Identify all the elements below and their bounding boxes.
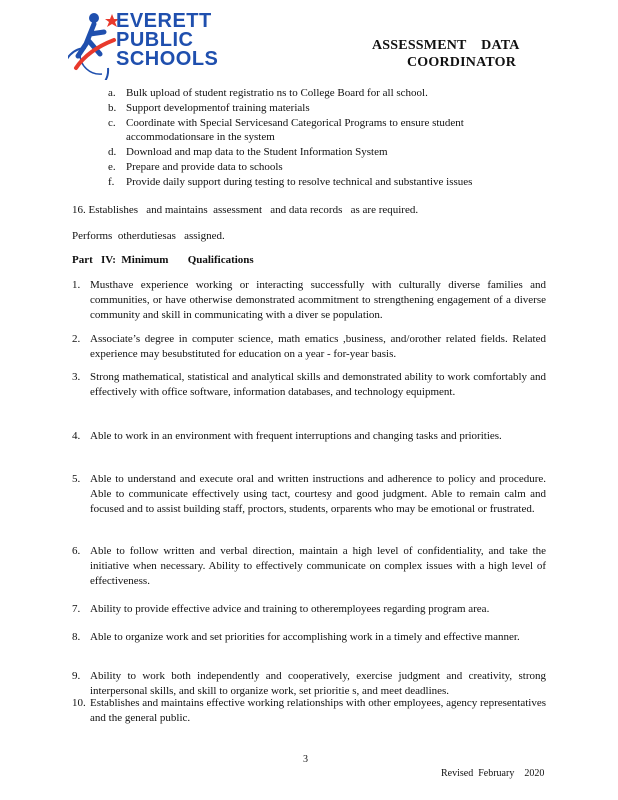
sub-item-text: Provide daily support during testing to resolve technical and substantive issues [126, 176, 473, 188]
revision-date: Revised February 2020 [441, 768, 545, 779]
item-number: 9. [72, 670, 81, 682]
sub-item-text: Support developmentof training materials [126, 102, 310, 114]
sub-item-text: Prepare and provide data to schools [126, 161, 283, 173]
section-heading: Part IV: Minimum Qualifications [72, 254, 254, 266]
other-duties-statement: Performs otherdutiesas assigned. [72, 230, 225, 242]
sub-item-text: Coordinate with Special Servicesand Categorical Programs to ensure student accommodationsare in the system [126, 117, 464, 143]
logo-line-1: EVERETT [116, 10, 212, 32]
logo-emblem-icon [68, 10, 118, 80]
item-number: 2. [72, 333, 81, 345]
item-number: 7. [72, 603, 81, 615]
sub-item-text: Download and map data to the Student Information System [126, 146, 388, 158]
item-text: Able to organize work and set priorities for accomplishing work in a timely and effective manner. [90, 631, 520, 643]
logo-line-2: PUBLIC [116, 29, 194, 51]
sub-item-letter: f. [108, 176, 115, 188]
item-text: Ability to work both independently and cooperatively, exercise judgment and creativity, strong interpersonal skills, and skill to organize work, set prioritie s, and meet deadlines. [90, 670, 546, 697]
everett-public-schools-logo [68, 10, 238, 80]
item-text: Able to work in an environment with frequent interruptions and changing tasks and priorities. [90, 430, 502, 442]
item-number: 1. [72, 279, 81, 291]
item-text: Establishes and maintains effective working relationships with other employees, agency representatives and the general public. [90, 697, 546, 724]
document-title [372, 37, 520, 71]
item-text: Able to follow written and verbal direction, maintain a high level of confidentiality, and take the initiative when necessary. Ability to effectively communicate on complex issues with a high level of effectiveness. [90, 545, 546, 587]
sub-item-letter: c. [108, 117, 116, 129]
logo-line-3: SCHOOLS [116, 48, 219, 70]
title-line-1: ASSESSMENT DATA [372, 38, 520, 53]
item-number: 8. [72, 631, 81, 643]
item-number: 10. [72, 697, 86, 709]
sub-item-letter: d. [108, 146, 117, 158]
item-number: 3. [72, 371, 81, 383]
item-number: 4. [72, 430, 81, 442]
sub-item-text: Bulk upload of student registratio ns to College Board for all school. [126, 87, 428, 99]
sub-item-letter: b. [108, 102, 117, 114]
responsibility-item-16: 16. Establishes and maintains assessment and data records as are required. [72, 204, 419, 216]
sub-item-letter: e. [108, 161, 116, 173]
item-text: Musthave experience working or interacting successfully with culturally diverse families and communities, or have otherwise demonstrated acommitment to strengthening engagement of a diverse community and skill in communicating with a diver se population. [90, 279, 546, 321]
item-text: Able to understand and execute oral and written instructions and adherence to policy and procedure. Able to communicate effectively using tact, courtesy and good judgment. Able to remain calm and focused and to assist building staff, proctors, students, orparents who may be emotional or frustrated. [90, 473, 546, 515]
item-text: Ability to provide effective advice and training to otheremployees regarding program area. [90, 603, 490, 615]
item-number: 5. [72, 473, 81, 485]
item-text: Strong mathematical, statistical and analytical skills and demonstrated ability to work comfortably and effectively with office software, information databases, and technology equipment. [90, 371, 546, 398]
title-line-2: COORDINATOR [407, 55, 517, 70]
item-number: 6. [72, 545, 81, 557]
item-text: Associate’s degree in computer science, math ematics ,business, and/orother related fields. Related experience may besubstituted for education on a year - for-year basis. [90, 333, 546, 360]
sub-item-letter: a. [108, 87, 116, 99]
page-number: 3 [303, 754, 308, 765]
